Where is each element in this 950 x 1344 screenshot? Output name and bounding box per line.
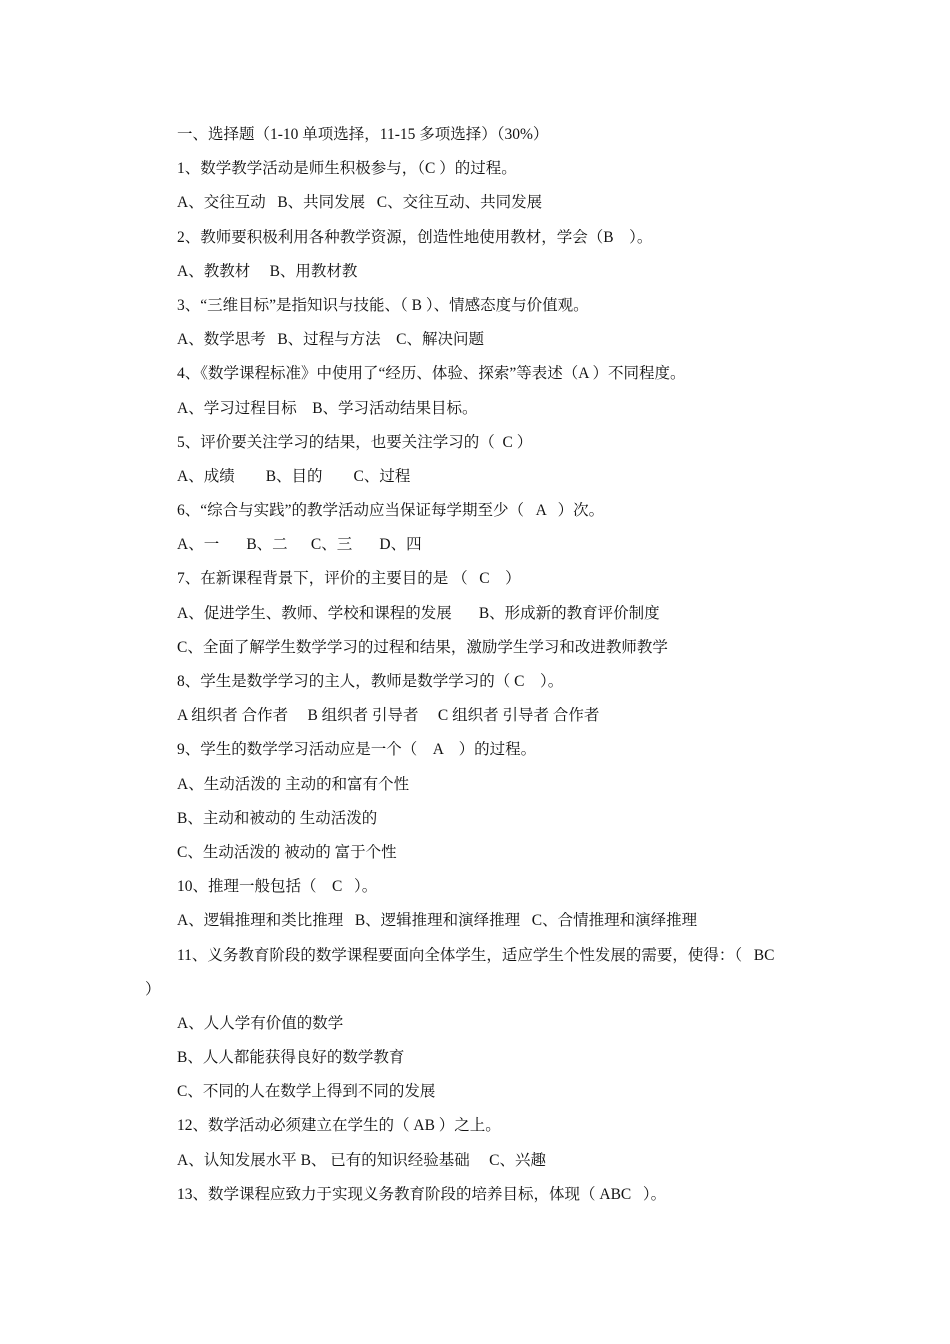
question-8-options: A 组织者 合作者 B 组织者 引导者 C 组织者 引导者 合作者 [177,707,600,725]
question-4-options: A、学习过程目标 B、学习活动结果目标。 [177,399,478,417]
question-1-options: A、交往互动 B、共同发展 C、交往互动、共同发展 [177,194,543,212]
question-6-options: A、一 B、二 C、三 D、四 [177,536,422,554]
question-3-options: A、数学思考 B、过程与方法 C、解决问题 [177,331,484,349]
question-5-options: A、成绩 B、目的 C、过程 [177,467,411,485]
question-9-option-c: C、生动活泼的 被动的 富于个性 [177,843,397,861]
document-body [145,118,815,1212]
question-10: 10、推理一般包括（ C ）。 [177,878,378,896]
question-7: 7、在新课程背景下，评价的主要目的是 （ C ） [177,570,521,588]
question-13: 13、数学课程应致力于实现义务教育阶段的培养目标，体现（ ABC ）。 [177,1185,667,1203]
question-11-continuation: ） [145,980,161,998]
question-1: 1、数学教学活动是师生积极参与，（C ）的过程。 [177,160,517,178]
question-9-option-a: A、生动活泼的 主动的和富有个性 [177,775,410,793]
question-2: 2、教师要积极利用各种教学资源，创造性地使用教材，学会（B ）。 [177,228,653,246]
question-3: 3、“三维目标”是指知识与技能、（ B ）、情感态度与价值观。 [177,296,589,314]
question-6: 6、“综合与实践”的教学活动应当保证每学期至少（ A ）次。 [177,502,605,520]
question-4: 4、《数学课程标准》中使用了“经历、体验、探索”等表述（A ）不同程度。 [177,365,686,383]
section-heading: 一、选择题（1-10 单项选择，11-15 多项选择）（30%） [177,126,549,143]
question-10-options: A、逻辑推理和类比推理 B、逻辑推理和演绎推理 C、合情推理和演绎推理 [177,912,698,930]
question-9-option-b: B、主动和被动的 生动活泼的 [177,809,378,827]
question-7-option-c: C、全面了解学生数学学习的过程和结果，激励学生学习和改进教师教学 [177,638,668,656]
question-11-option-b: B、人人都能获得良好的数学教育 [177,1049,405,1067]
question-12-options: A、认知发展水平 B、 已有的知识经验基础 C、兴趣 [177,1151,546,1169]
question-7-options-ab: A、促进学生、教师、学校和课程的发展 B、形成新的教育评价制度 [177,604,660,622]
question-2-options: A、教教材 B、用教材教 [177,262,358,280]
question-11-option-a: A、人人学有价值的数学 [177,1014,344,1032]
question-8: 8、学生是数学学习的主人，教师是数学学习的（ C ）。 [177,673,564,690]
question-9: 9、学生的数学学习活动应是一个（ A ）的过程。 [177,741,537,759]
question-11-option-c: C、不同的人在数学上得到不同的发展 [177,1083,436,1101]
question-5: 5、评价要关注学习的结果，也要关注学习的（ C ） [177,433,533,451]
question-11: 11、义务教育阶段的数学课程要面向全体学生，适应学生个性发展的需要，使得：（ BC [177,946,775,964]
question-12: 12、数学活动必须建立在学生的（ AB ）之上。 [177,1117,501,1135]
